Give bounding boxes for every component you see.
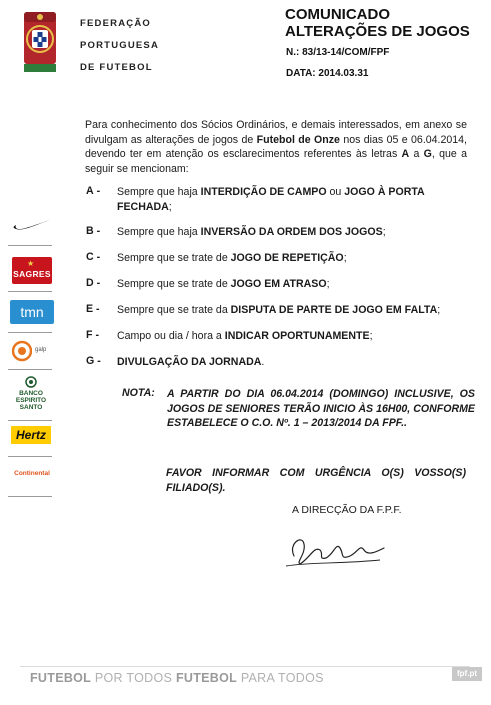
intro-text: a	[409, 148, 424, 160]
intro-text: , que a seguir se mencionam:	[85, 148, 467, 175]
sponsor-divider	[8, 332, 52, 333]
nota-text: A PARTIR DO DIA 06.04.2014 (DOMINGO) INCLUSIVE, OS JOGOS DE SENIORES TERÃO INICIO ÀS 16H00, CONFORME ESTABELECE O C.O. Nº. 1 – 2013/2014 DA FPF..	[167, 388, 475, 429]
sponsor-divider	[8, 420, 52, 421]
federation-name-line-3: DE FUTEBOL	[80, 62, 153, 73]
sponsor-divider	[8, 456, 52, 457]
intro-paragraph	[85, 118, 467, 176]
handwritten-signature	[280, 514, 390, 574]
sign-off: A DIRECÇÃO DA F.P.F.	[292, 504, 402, 516]
document-date: DATA: 2014.03.31	[286, 68, 369, 79]
star-icon: ★	[27, 259, 35, 268]
item-text: Campo ou dia / hora a INDICAR OPORTUNAMENTE;	[117, 330, 373, 342]
item-text: DIVULGAÇÃO DA JORNADA.	[117, 356, 265, 368]
sagres-logo	[12, 257, 52, 284]
intro-bold-text: G	[423, 148, 432, 160]
footer-divider	[20, 666, 470, 667]
title-line-2: ALTERAÇÕES DE JOGOS	[285, 23, 470, 40]
title-line-1: COMUNICADO	[285, 6, 390, 23]
item-letter: F -	[86, 329, 99, 341]
bes-line-2: ESPIRITO	[15, 397, 47, 404]
galp-flame-icon	[12, 340, 32, 362]
bes-line-3: SANTO	[19, 404, 43, 411]
intro-text: Para conhecimento dos Sócios Ordinários, e demais interessados, em anexo se divulgam as alterações de jogos de	[85, 119, 467, 146]
sponsor-divider	[8, 291, 52, 292]
item-letter: E -	[86, 303, 100, 315]
galp-logo	[12, 340, 52, 362]
federation-name-line-1: FEDERAÇÃO	[80, 18, 151, 29]
sponsor-divider	[8, 245, 52, 246]
intro-bold-text: A	[401, 148, 410, 160]
sponsor-divider	[8, 369, 52, 370]
sagres-label: SAGRES	[13, 269, 51, 279]
item-text: Sempre que se trate da DISPUTA DE PARTE DE JOGO EM FALTA;	[117, 304, 441, 316]
item-letter: B -	[86, 225, 101, 237]
nota-label: NOTA:	[122, 387, 155, 399]
federation-name-line-2: PORTUGUESA	[80, 40, 160, 51]
continental-logo: Continental	[14, 470, 50, 477]
bes-label	[8, 390, 54, 411]
item-text: Sempre que se trate de JOGO EM ATRASO;	[117, 278, 330, 290]
fpf-crest-logo	[20, 12, 60, 72]
bes-logo	[8, 376, 54, 416]
favor-informar-text: FAVOR INFORMAR COM URGÊNCIA O(S) VOSSO(S) FILIADO(S).	[166, 467, 466, 494]
sponsor-divider	[8, 496, 52, 497]
item-letter: A -	[86, 185, 101, 197]
intro-bold-text: Futebol de Onze	[256, 133, 340, 146]
item-letter: C -	[86, 251, 101, 263]
item-text: Sempre que se trate de JOGO DE REPETIÇÃO;	[117, 252, 347, 264]
hertz-logo: Hertz	[11, 426, 51, 444]
intro-text: nos dias 05 e 06.04.2014, devendo ter em atenção os esclarecimentos referentes às letras	[85, 133, 468, 160]
item-letter: D -	[86, 277, 101, 289]
item-text: Sempre que haja INTERDIÇÃO DE CAMPO ou JOGO À PORTA FECHADA;	[117, 186, 425, 213]
fpf-site-badge: fpf.pt	[452, 667, 482, 681]
document-title	[285, 6, 470, 40]
bes-emblem-icon	[25, 376, 37, 388]
bes-line-1: BANCO	[19, 390, 43, 397]
galp-label: galp	[35, 347, 47, 353]
item-text: Sempre que haja INVERSÃO DA ORDEM DOS JOGOS;	[117, 226, 386, 238]
nike-logo	[12, 218, 52, 232]
tmn-logo: tmn	[10, 300, 54, 324]
document-number: N.: 83/13-14/COM/FPF	[286, 47, 390, 58]
footer-slogan: FUTEBOL POR TODOS FUTEBOL PARA TODOS	[30, 671, 324, 685]
item-letter: G -	[86, 355, 101, 367]
